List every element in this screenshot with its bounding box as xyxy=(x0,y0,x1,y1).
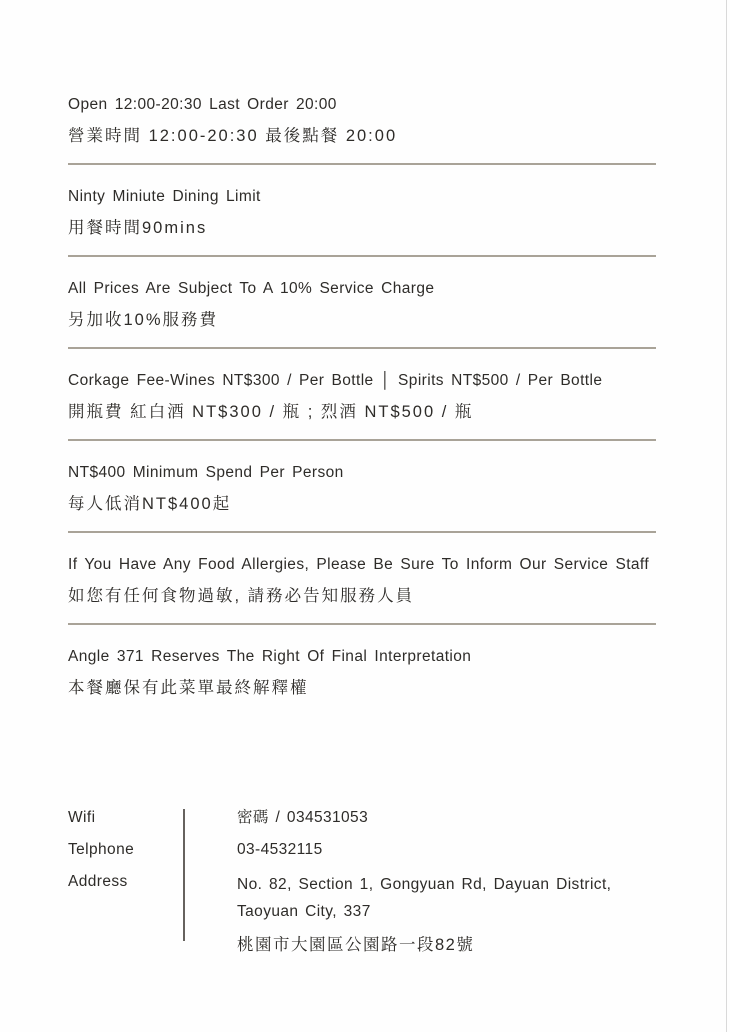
address-value-en: No. 82, Section 1, Gongyuan Rd, Dayuan District, Taoyuan City, 337 xyxy=(237,876,612,920)
food-allergies-en: If You Have Any Food Allergies, Please Be Sure To Inform Our Service Staff xyxy=(68,556,650,573)
address-value-zh: 桃園市大園區公園路一段82號 xyxy=(237,936,475,954)
corkage-fee-en: Corkage Fee-Wines NT$300 / Per Bottle │ Spirits NT$500 / Per Bottle xyxy=(68,372,603,389)
telephone-label: Telphone xyxy=(68,841,135,858)
notice-final-interpretation xyxy=(68,646,656,699)
service-charge-en: All Prices Are Subject To A 10% Service Charge xyxy=(68,280,435,297)
opening-hours-en: Open 12:00-20:30 Last Order 20:00 xyxy=(68,96,337,113)
section-divider xyxy=(68,255,656,257)
notice-minimum-spend xyxy=(68,462,656,533)
opening-hours-zh: 營業時間 12:00-20:30 最後點餐 20:00 xyxy=(68,127,398,145)
contact-section xyxy=(68,807,656,959)
section-divider xyxy=(68,531,656,533)
notice-corkage-fee xyxy=(68,370,656,441)
final-interpretation-zh: 本餐廳保有此菜單最終解釋權 xyxy=(68,679,309,697)
section-divider xyxy=(68,439,656,441)
section-divider xyxy=(68,623,656,625)
final-interpretation-en: Angle 371 Reserves The Right Of Final Interpretation xyxy=(68,648,472,665)
address-label: Address xyxy=(68,873,128,890)
telephone-value: 03-4532115 xyxy=(237,841,323,858)
telephone-row xyxy=(68,839,656,861)
food-allergies-zh: 如您有任何食物過敏, 請務必告知服務人員 xyxy=(68,587,415,605)
service-charge-zh: 另加收10%服務費 xyxy=(68,311,219,329)
section-divider xyxy=(68,347,656,349)
corkage-fee-zh: 開瓶費 紅白酒 NT$300 / 瓶 ; 烈酒 NT$500 / 瓶 xyxy=(68,403,474,421)
minimum-spend-zh: 每人低消NT$400起 xyxy=(68,495,232,513)
wifi-password-value: 密碼 / 034531053 xyxy=(237,809,369,826)
notice-service-charge xyxy=(68,278,656,349)
address-value xyxy=(237,871,649,959)
notice-dining-limit xyxy=(68,186,656,257)
wifi-label: Wifi xyxy=(68,809,96,826)
page-edge-line xyxy=(726,0,727,1032)
contact-divider-line xyxy=(183,809,185,941)
notice-opening-hours xyxy=(68,94,656,165)
dining-limit-en: Ninty Miniute Dining Limit xyxy=(68,188,261,205)
wifi-row xyxy=(68,807,656,829)
address-row xyxy=(68,871,656,959)
dining-limit-zh: 用餐時間90mins xyxy=(68,219,208,237)
section-divider xyxy=(68,163,656,165)
minimum-spend-en: NT$400 Minimum Spend Per Person xyxy=(68,464,344,481)
notice-food-allergies xyxy=(68,554,656,625)
